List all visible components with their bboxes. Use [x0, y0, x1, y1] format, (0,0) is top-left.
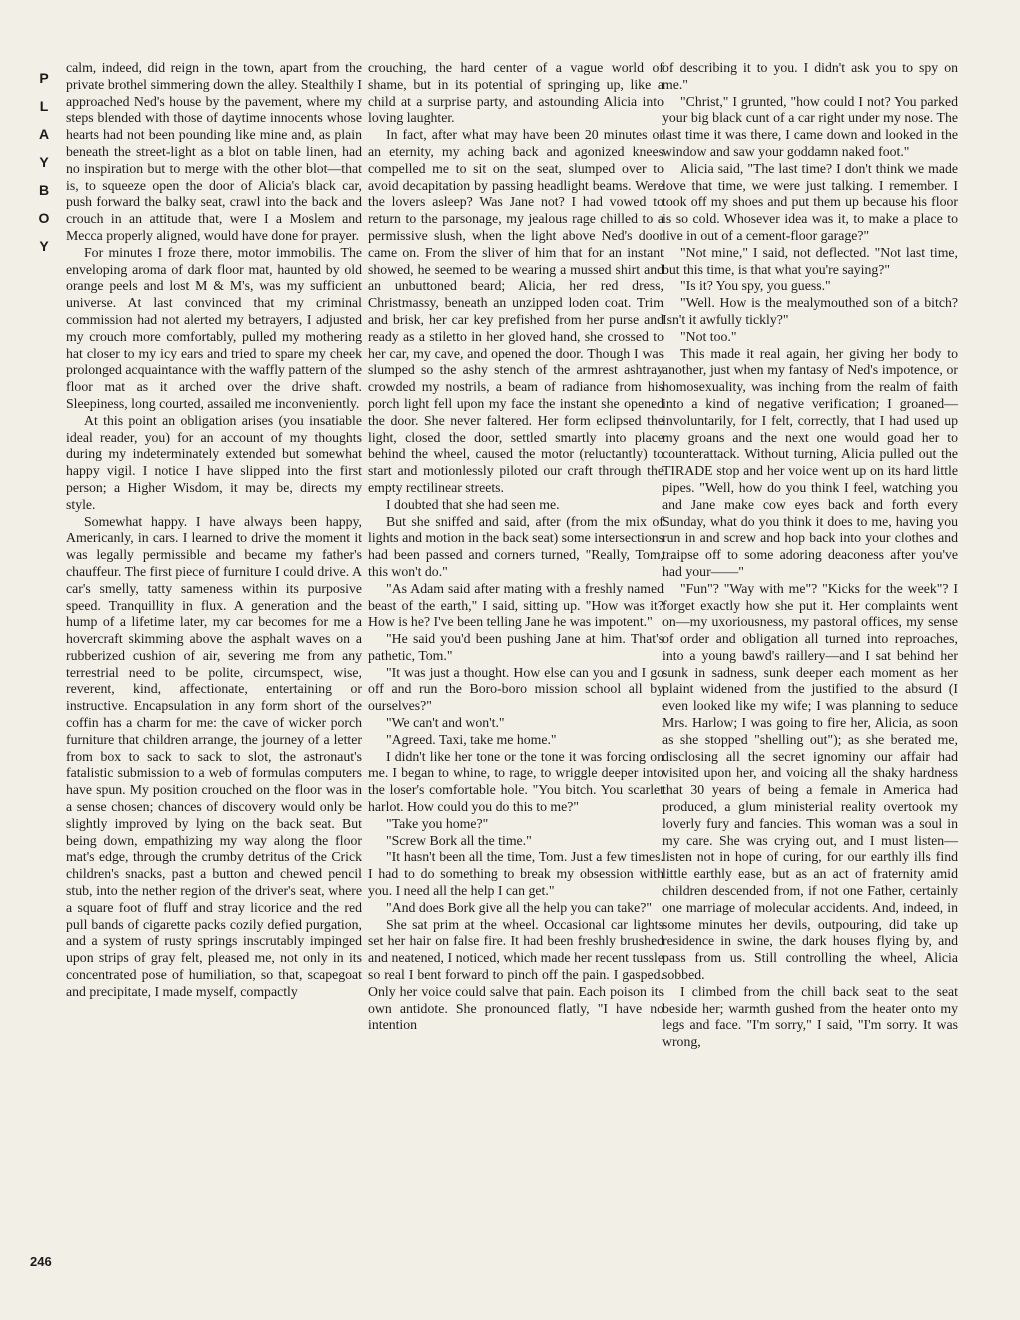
- paragraph: I climbed from the chill back seat to the seat beside her; warmth gushed from the heater onto my legs and face. "I'm sorry," I said, "I'm sorry. It was wrong,: [662, 983, 958, 1050]
- paragraph: She sat prim at the wheel. Occasional car lights set her hair on false fire. It had been freshly brushed and neatened, I noticed, which made her recent tussle so real I bent forward to pinch off the pain. I gasped. Only her voice could salve that pain. Each poison its own antidote. She pronounced flatly, "I have no intention: [368, 916, 664, 1033]
- paragraph: "Christ," I grunted, "how could I not? You parked your big black cunt of a car right under my nose. The last time it was there, I came down and looked in the window and saw your goddamn naked foot.": [662, 93, 958, 159]
- paragraph: For minutes I froze there, motor immobilis. The enveloping aroma of dark floor mat, haunted by old orange peels and lost M & M's, was my sufficient universe. At last convinced that my criminal commission had not alerted my betrayers, I adjusted my crouch more comfortably, pulled my mothering hat closer to my icy ears and tried to spare my cheek prolonged acquaintance with the waffly pattern of the floor mat as it arched over the drive shaft. Sleepiness, long courted, assailed me inconveniently.: [66, 244, 362, 411]
- paragraph: of describing it to you. I didn't ask you to spy on me.": [662, 60, 958, 92]
- paragraph: calm, indeed, did reign in the town, apart from the private brothel simmering down the alley. Stealthily I approached Ned's house by the pavement, where my steps blended with those of daytime innocents whose hearts had not been pounding like mine and, as plain beneath the street-light as a blot on table linen, had no inspiration but to merge with the other blot—that is, to squeeze open the door of Alicia's black car, push forward the balky seat, crawl into the back and crouch in an attitude that, were I a Moslem and Mecca properly aligned, would have done for prayer.: [66, 60, 362, 243]
- paragraph: "We can't and won't.": [386, 715, 505, 731]
- paragraph: "It hasn't been all the time, Tom. Just a few times. I had to do something to break my obsession with you. I need all the help I can get.": [368, 849, 664, 899]
- running-head-letter: O: [38, 210, 50, 226]
- text-column-1: [66, 60, 362, 1001]
- paragraph: "Agreed. Taxi, take me home.": [386, 731, 557, 747]
- paragraph: "Is it? You spy, you guess.": [680, 278, 831, 294]
- running-head-letter: Y: [39, 238, 49, 254]
- paragraph: "Screw Bork all the time.": [386, 832, 532, 848]
- paragraph: "Fun"? "Way with me"? "Kicks for the week"? I forget exactly how she put it. Her complaints went on—my uxoriousness, my pastoral offices, my sense of order and obligation all turned into reproaches, into a young bawd's raillery—and I sat behind her sunk in sadness, sunk deeper each moment as her plaint widened from the justified to the absurd (I even looked like my wife; I was planning to seduce Mrs. Harlow; I was going to fire her, Alicia, as soon as she stopped "shelling out"); as she berated me, disclosing all the secret ignominy our affair had visited upon her, and voicing all the shaky hardness that 30 years of being a female in America had produced, a glum ministerial reality overtook my loverly fury and fancies. This woman was a soul in my care. She was crying out, and I must listen—listen not in hope of curing, for our earthly ills find little earthly ease, but as an act of fraternity amid children descended from, if not one Father, certainly one marriage of molecular accidents. And, indeed, in some minutes her devils, outpouring, did take up residence in swine, the dark houses flying by, and pass from us. Still controlling the wheel, Alicia sobbed.: [662, 580, 958, 983]
- paragraph: "It was just a thought. How else can you and I go off and run the Boro-boro mission school all by ourselves?": [368, 664, 664, 714]
- paragraph: This made it real again, her giving her body to another, just when my fantasy of Ned's impotence, or homosexuality, was inching from the realm of faith into a kind of negative verification; I groaned—involuntarily, for I felt, correctly, that I had used up my groans and the next one would goad her to counterattack. Without turning, Alicia pulled out the TIRADE stop and her voice went up on its hard little pipes. "Well, how do you think I feel, watching you and Jane make cow eyes back and forth every Sunday, what do you think it does to me, having you run in and screw and hop back into your clothes and traipse off to some adoring deaconess after you've had your——": [662, 345, 958, 579]
- paragraph: I doubted that she had seen me.: [386, 496, 560, 512]
- paragraph: "Not too.": [680, 328, 737, 344]
- paragraph: I didn't like her tone or the tone it was forcing on me. I began to whine, to rage, to wriggle deeper into the loser's comfortable hole. "You bitch. You scarlet harlot. How could you do this to me?": [368, 748, 664, 815]
- paragraph: In fact, after what may have been 20 minutes or an eternity, my aching back and agonized knees compelled me to sit on the seat, slumped over to avoid decapitation by passing headlight beams. Were the lovers asleep? Was Jane not? I had vowed to return to the parsonage, my jealous rage chilled to a permissive slush, when the light above Ned's door came on. From the sliver of him that for an instant showed, he seemed to be wearing a mussed shirt and an unbuttoned beard; Alicia, her red dress, Christmassy, beneath an unzipped loden coat. Trim and brisk, her car key prefished from her purse and ready as a stiletto in her gloved hand, she crossed to her car, my cave, and opened the door. Though I was slumped so the ashy stench of the armrest ashtray crowded my nostrils, a beam of radiance from his porch light fell upon my face the instant she opened the door. She never faltered. Her form eclipsed the light, closed the door, settled smartly into place behind the wheel, caused the motor (reluctantly) to start and motionlessly piloted our craft through the empty rectilinear streets.: [368, 127, 664, 495]
- text-column-2: [368, 60, 664, 1034]
- paragraph: "Take you home?": [386, 815, 489, 831]
- text-column-3: [662, 60, 958, 1051]
- paragraph: "He said you'd been pushing Jane at him. That's pathetic, Tom.": [368, 631, 664, 663]
- running-head: [34, 64, 54, 260]
- paragraph: At this point an obligation arises (you insatiable ideal reader, you) for an account of my thoughts during my indeterminately extended but somewhat happy vigil. I notice I have slipped into the first person; a Higher Wisdom, it may be, directs my style.: [66, 412, 362, 512]
- paragraph: "As Adam said after mating with a freshly named beast of the earth," I said, sitting up. "How was it? How is he? I've been telling Jane he was impotent.": [368, 580, 664, 630]
- running-head-letter: B: [38, 182, 50, 198]
- running-head-letter: Y: [39, 154, 49, 170]
- paragraph: "And does Bork give all the help you can take?": [386, 899, 653, 915]
- paragraph: "Not mine," I said, not deflected. "Not last time, but this time, is that what you're saying?": [662, 244, 958, 277]
- paragraph: "Well. How is the mealymouthed son of a bitch? Isn't it awfully tickly?": [662, 295, 958, 327]
- running-head-letter: A: [38, 126, 50, 142]
- paragraph: Somewhat happy. I have always been happy, Americanly, in cars. I learned to drive the moment it was legally permissible and became my father's chauffeur. The first piece of furniture I could drive. A car's smelly, tatty sameness within its purposive speed. Tranquillity in flux. A generation and the hump of a lifetime later, my car becomes for me a hovercraft skimming above the asphalt waves on a rubberized cushion of air, severing me from any terrestrial need to be polite, circumspect, wise, reverent, kind, affectionate, entertaining or instructive. Encapsulation in any form short of the coffin has a charm for me: the cave of wicker porch furniture that children arrange, the journey of a letter from box to sack to sack to slot, the astronaut's fatalistic submission to a web of formulas computers have spun. My position crouched on the floor was in a sense chosen; chances of discovery would only be slightly improved by lying on the back seat. But being down, empathizing my way along the floor mat's edge, through the crumby detritus of the Crick children's snacks, past a button and chewed pencil stub, into the nether region of the driver's seat, where a square foot of fluff and stray licorice and the red pull bands of cigarette packs cozily defied purgation, and a system of rusty springs inscrutably impinged upon strips of gray felt, pleased me, not only in its concentrated pose of humiliation, so that, scapegoat and precipitate, I made myself, compactly: [66, 513, 362, 999]
- paragraph: crouching, the hard center of a vague world of shame, but in its potential of springing up, like a child at a surprise party, and astounding Alicia into loving laughter.: [368, 60, 664, 126]
- running-head-letter: L: [39, 98, 49, 114]
- paragraph: Alicia said, "The last time? I don't think we made love that time, we were just talking. I remember. I took off my shoes and put them up because his floor is so cold. Whosever idea was it, to make a place to live in out of a cement-floor garage?": [662, 160, 958, 243]
- running-head-letter: P: [39, 70, 49, 86]
- page-number: 246: [30, 1254, 52, 1269]
- paragraph: But she sniffed and said, after (from the mix of lights and motion in the back seat) some intersections had been passed and corners turned, "Really, Tom, this won't do.": [368, 513, 664, 579]
